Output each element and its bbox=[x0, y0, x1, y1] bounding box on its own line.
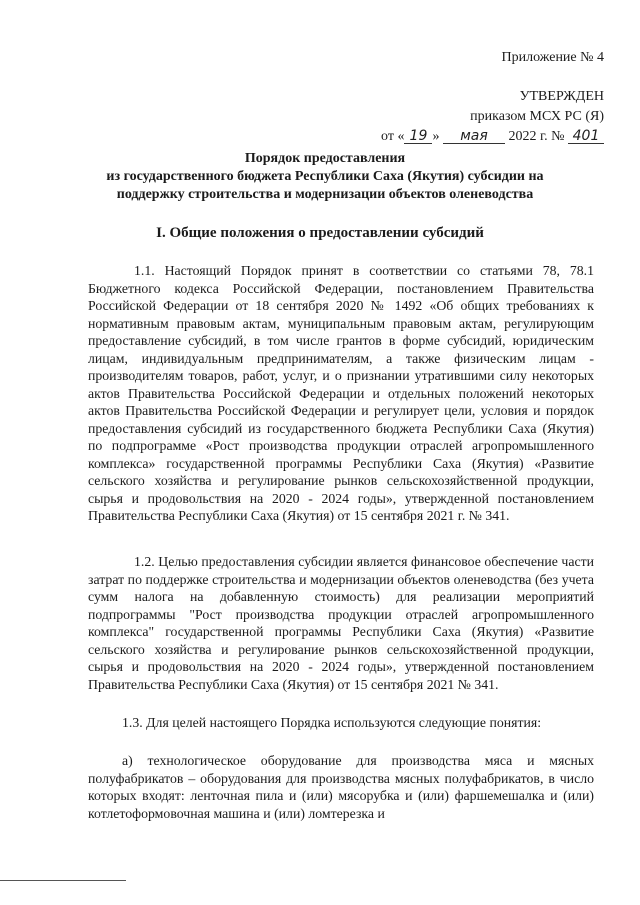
paragraph-text: а) технологическое оборудование для производства мяса и мясных полуфабрикатов – оборудования для производства мясных полуфабрикатов, в число которых входят: ленточная пила и (или) мясорубка и (или) фаршемешалка и (или) котлетоформовочная машина и (или) ломтерезка и bbox=[88, 753, 594, 821]
approval-date-line bbox=[304, 127, 604, 147]
paragraph-1-2 bbox=[88, 553, 594, 693]
paragraph-text: 1.2. Целью предоставления субсидии является финансовое обеспечение части затрат по поддержке строительства и модернизации объектов оленеводства (без учета сумм налога на добавленную стоимость) для реализации мероприятий подпрограммы "Рост производства продукции отраслей агропромышленного комплекса" государственной программы Республики Саха (Якутия) «Развитие сельского хозяйства и регулирование рынков сельскохозяйственной продукции, сырья и продовольствия на 2020 - 2024 годы», утвержденной постановлением Правительства Республики Саха (Якутия) от 15 сентября 2021 № 341. bbox=[88, 554, 594, 692]
handwritten-month: мая bbox=[443, 129, 505, 144]
approved-label: УТВЕРЖДЕН bbox=[519, 89, 604, 104]
document-title bbox=[90, 150, 560, 204]
paragraph-text: 1.1. Настоящий Порядок принят в соответствии со статьями 78, 78.1 Бюджетного кодекса Российской Федерации, постановлением Правительства Российской Федерации от 18 сентября 2020 № 1492 «Об общих требованиях к нормативным правовым актам, муниципальным правовым актам, регулирующим предоставление субсидий, в том числе грантов в форме субсидий, юридическим лицам, индивидуальным предпринимателям, а также физическим лицам - производителям товаров, работ, услуг, и о признании утратившими силу некоторых актов Правительства Российской Федерации и отдельных положений некоторых актов Правительства Российской Федерации и регулирует цели, условия и порядок предоставления субсидий из государственного бюджета Республики Саха (Якутия) по подпрограмме «Рост производства продукции отраслей агропромышленного комплекса» государственной программы Республики Саха (Якутия) «Развитие сельского хозяйства и регулирование рынков сельскохозяйственной продукции, сырья и продовольствия на 2020 - 2024 годы», утвержденной постановлением Правительства Республики Саха (Якутия) от 15 сентября 2021 г. № 341. bbox=[88, 263, 594, 523]
date-prefix: от « bbox=[381, 129, 405, 144]
handwritten-day: 19 bbox=[404, 129, 432, 144]
handwritten-number: 401 bbox=[568, 129, 604, 144]
section-heading: I. Общие положения о предоставлении субсидий bbox=[156, 225, 484, 241]
approval-block bbox=[304, 87, 604, 147]
annex-label: Приложение № 4 bbox=[501, 50, 604, 65]
paragraph-item-a bbox=[88, 752, 594, 822]
title-line-3: поддержку строительства и модернизации объектов оленеводства bbox=[116, 187, 534, 202]
order-label: приказом МСХ РС (Я) bbox=[470, 109, 604, 124]
title-line-1: Порядок предоставления bbox=[244, 151, 406, 166]
paragraph-1-3 bbox=[88, 714, 594, 732]
date-year: 2022 г. № bbox=[508, 129, 565, 144]
paragraph-1-1 bbox=[88, 262, 594, 525]
footnote-separator bbox=[0, 880, 126, 881]
date-mid: » bbox=[432, 129, 440, 144]
paragraph-text: 1.3. Для целей настоящего Порядка используются следующие понятия: bbox=[122, 715, 542, 730]
title-line-2: из государственного бюджета Республики Саха (Якутия) субсидии на bbox=[106, 169, 544, 184]
